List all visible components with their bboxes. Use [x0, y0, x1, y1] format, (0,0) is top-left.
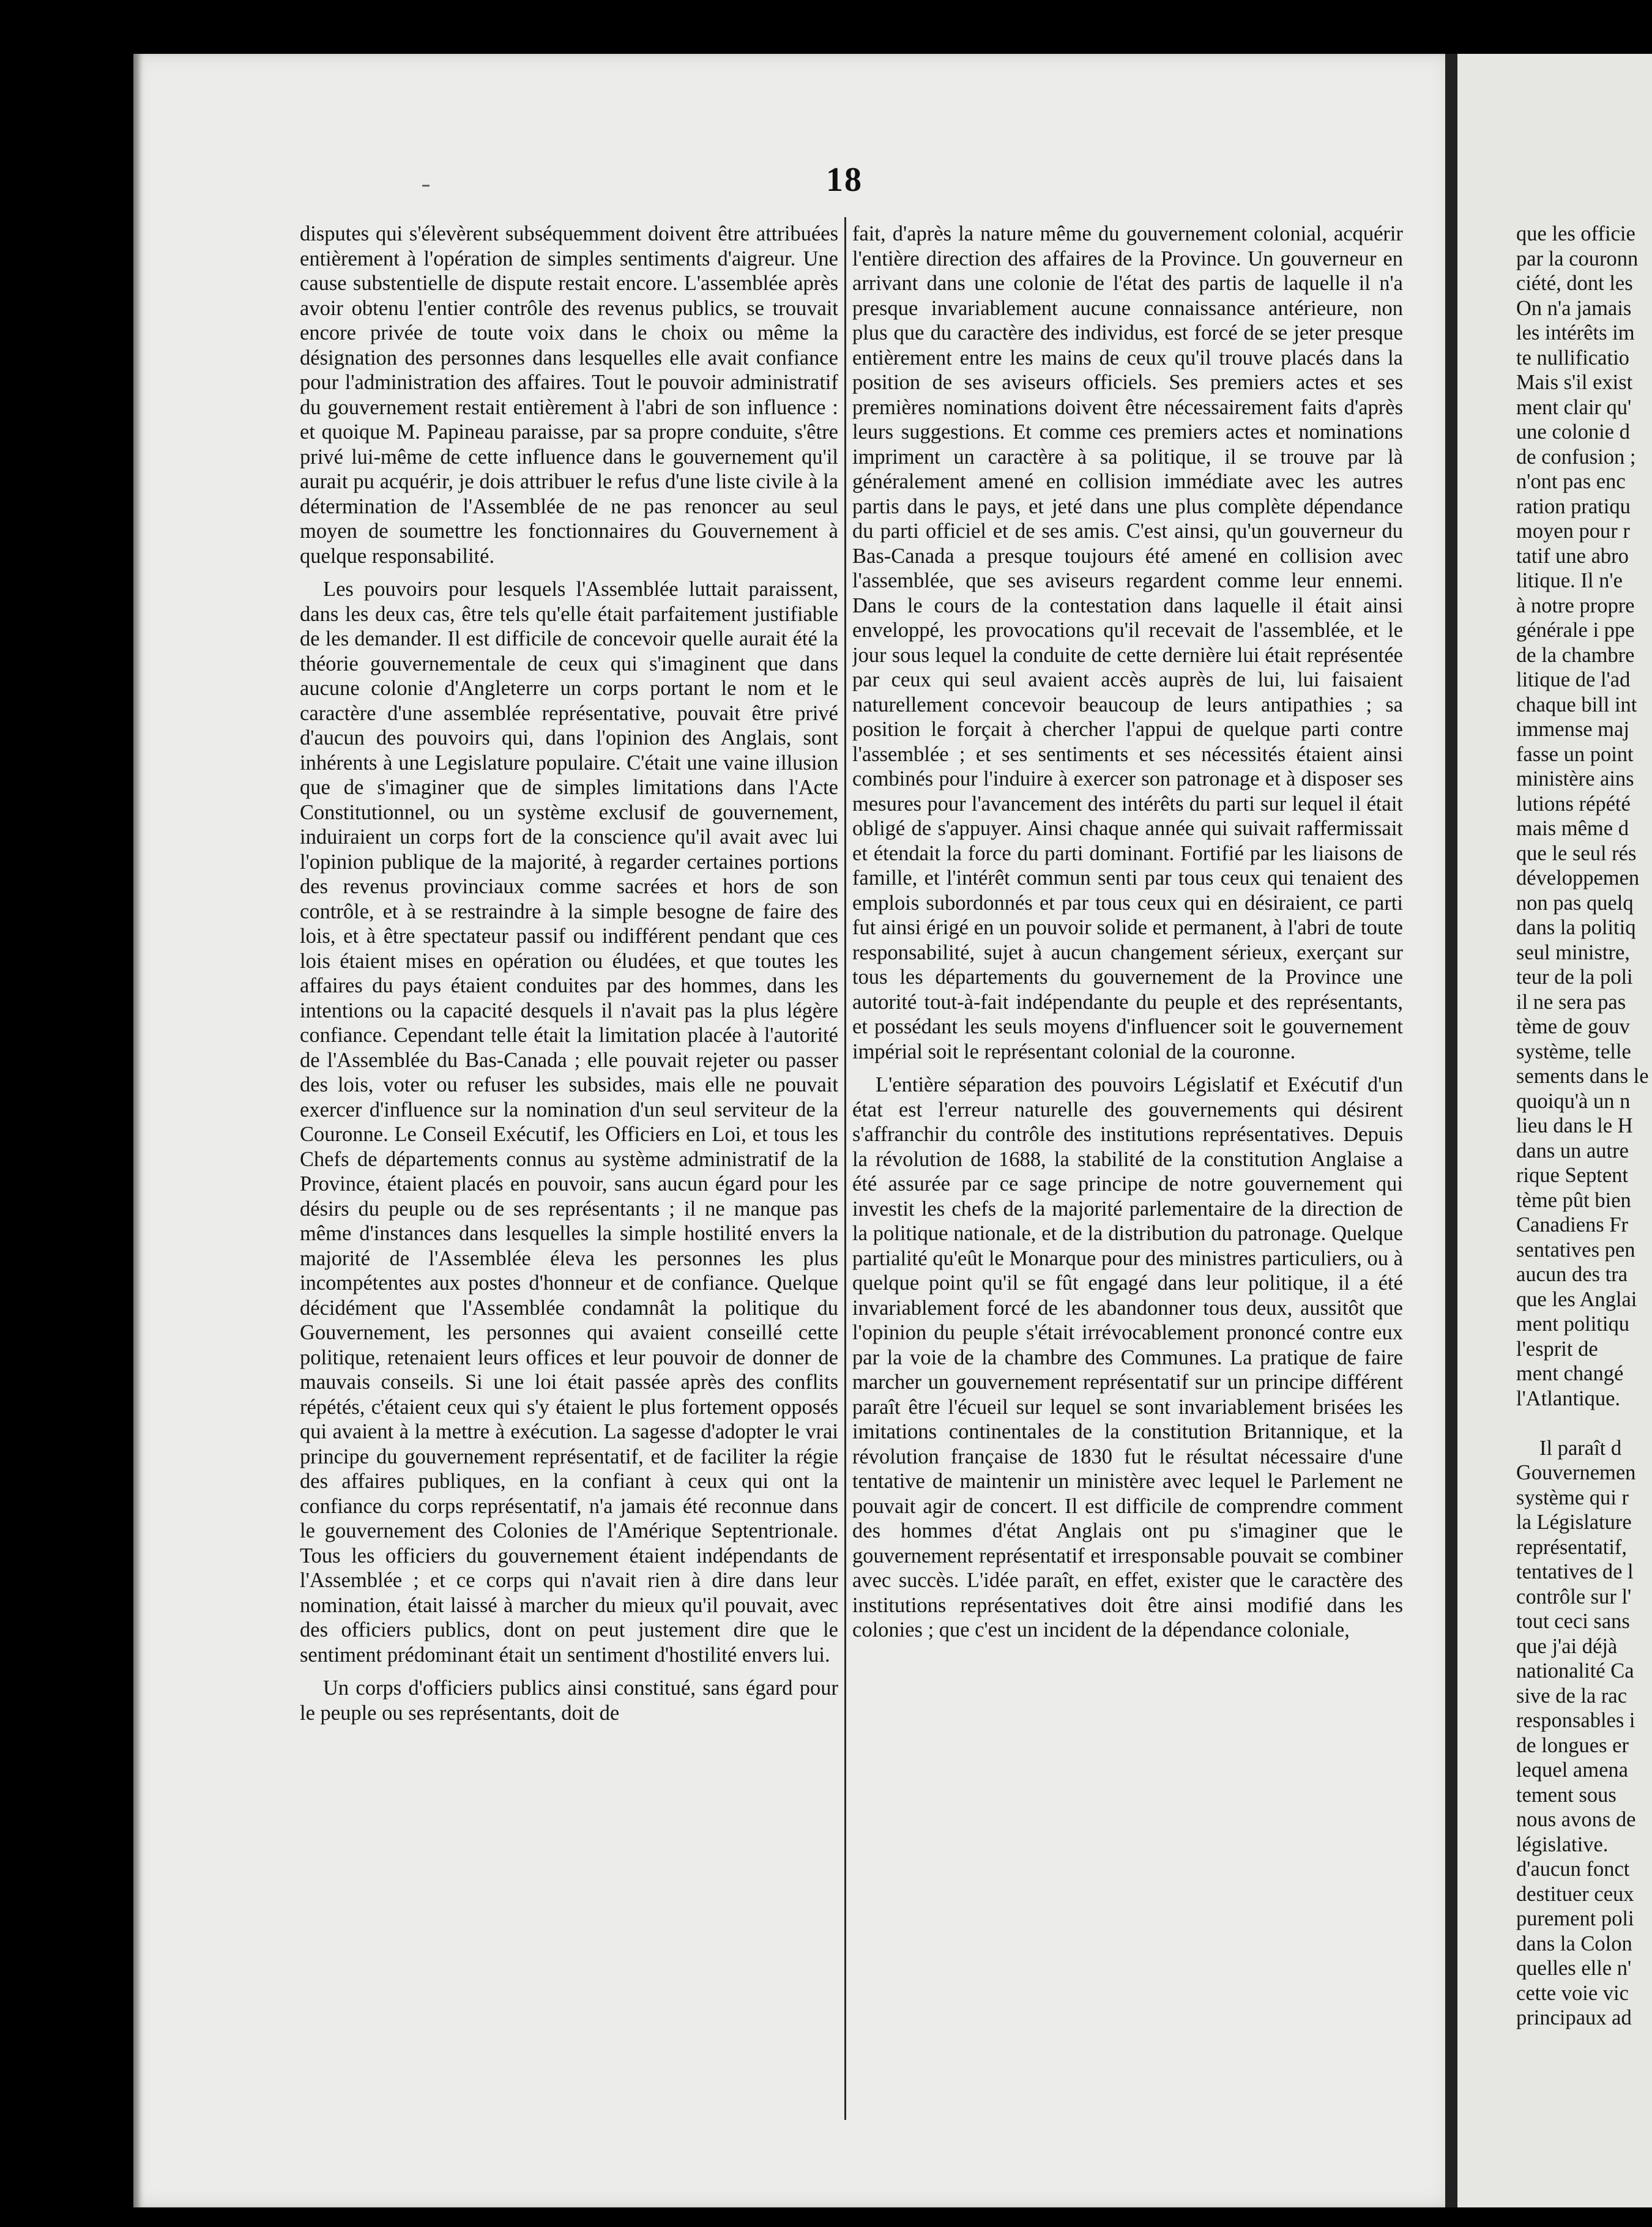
text-line: législative.: [1516, 1832, 1609, 1856]
text-line: quelles elle n': [1516, 1957, 1632, 1980]
text-line: nationalité Ca: [1516, 1659, 1634, 1682]
text-line: litique. Il n'e: [1516, 569, 1623, 592]
text-line: d'aucun fonct: [1516, 1857, 1630, 1881]
text-line: système, telle: [1516, 1039, 1631, 1063]
text-line: moyen pour r: [1516, 519, 1630, 543]
text-line: Canadiens Fr: [1516, 1213, 1629, 1236]
text-line: fasse un point: [1516, 742, 1634, 766]
text-line: la Législature: [1516, 1511, 1632, 1534]
text-line: générale i ppe: [1516, 619, 1635, 642]
text-line: de la chambre: [1516, 643, 1635, 667]
page-number: 18: [826, 161, 863, 199]
text-line: nous avons de: [1516, 1808, 1636, 1831]
text-line: aucun des tra: [1516, 1263, 1628, 1286]
paragraph: Les pouvoirs pour lesquels l'Assemblée luttait paraissent, dans les deux cas, être tels qu'elle était parfaitement justifiable de les demander. Il est difficile de concevoir quelle aurait été la théorie gouvernementale de ceux qui s'imaginent que dans aucune colonie d'Angleterre un corps portant le nom et le caractère d'une assemblée représentative, pouvait être privé d'aucun des pouvoirs qui, dans l'opinion des Anglais, sont inhérents à une Legislature populaire. C'était une vaine illusion que de s'imaginer que de simples limitations dans l'Acte Constitutionnel, ou un système exclusif de gouvernement, induiraient un corps fort de la conscience qu'il avait avec lui l'opinion publique de la majorité, à regarder certaines portions des revenus provinciaux comme sacrées et hors de son contrôle, et à se restraindre à la simple besogne de faire des lois, et à être spectateur passif ou indifférent pendant que ces lois étaient mises en opération ou éludées, et que toutes les affaires du pays étaient conduites par des hommes, dans les intentions ou la capacité desquels il n'avait pas la plus légère confiance. Cependant telle était la limitation placée à l'autorité de l'Assemblée du Bas-Canada ; elle pouvait rejeter ou passer des lois, voter ou refuser les subsides, mais elle ne pouvait exercer d'influence sur la nomination d'un seul serviteur de la Couronne. Le Conseil Exécutif, les Officiers en Loi, et tous les Chefs de départements connus au système administratif de la Province, étaient placés en pouvoir, sans aucun égard pour les désirs du peuple ou de ses représentants ; il ne manque pas même d'instances dans lesquelles la simple hostilité envers la majorité de l'Assemblée éleva les personnes les plus incompétentes aux postes d'honneur et de confiance. Quelque décidément que l'Assemblée condamnât la politique du Gouvernement, les personnes qui avaient conseillé cette politique, retenaient leurs offices et leur pouvoir de donner de mauvais conseils. Si une loi était passée après des conflits répétés, c'étaient ceux qui s'y étaient le plus fortement opposés qui avaient à la mettre à exécution. La sagesse d'adopter le vrai principe du gouvernement représentatif, et de faciliter la régie des affaires publiques, en la confiant à ceux qui ont la confiance du corps représentatif, n'a jamais été reconnue dans le gouvernement des Colonies de l'Amérique Septentrionale. Tous les officiers du gouvernement étaient indépendants de l'Assemblée ; et ce corps qui n'avait rien à dire dans leur nomination, était laissé à marcher du mieux qu'il pouvait, avec des officiers publics, dont on peut justement dire que le sentiment prédominant était un sentiment d'hostilité envers lui.: [300, 578, 838, 1667]
text-line: immense maj: [1516, 718, 1629, 741]
middle-column: [852, 221, 1403, 2133]
text-line: [1516, 1411, 1652, 1436]
text-line: il ne sera pas: [1516, 990, 1626, 1014]
text-line: par la couronn: [1516, 247, 1639, 270]
text-line: que les Anglai: [1516, 1287, 1637, 1311]
text-line: tème de gouv: [1516, 1015, 1630, 1038]
text-line: quoiqu'à un n: [1516, 1089, 1631, 1113]
text-line: cette voie vic: [1516, 1981, 1629, 2005]
text-line: contrôle sur l': [1516, 1585, 1632, 1608]
text-line: destituer ceux: [1516, 1882, 1634, 1906]
text-line: de confusion ;: [1516, 445, 1636, 469]
text-line: chaque bill int: [1516, 693, 1637, 716]
text-line: les intérêts im: [1516, 321, 1635, 344]
text-line: Gouvernemen: [1516, 1461, 1636, 1484]
text-line: ration pratiqu: [1516, 494, 1631, 518]
paragraph: fait, d'après la nature même du gouvernement colonial, acquérir l'entière direction des affaires de la Province. Un gouverneur en arrivant dans une colonie de l'état des partis de laquelle il n'a presque invariablement aucune connaissance antérieure, non plus que du caractère des individus, est forcé de se jeter presque entièrement entre les mains de ceux qu'il trouve placés dans la position de ses aviseurs officiels. Ses premiers actes et ses premières nominations doivent être nécessairement faits d'après leurs suggestions. Et comme ces premiers actes et nominations impriment un caractère à sa politique, il se trouve par là généralement amené en collision immédiate avec les autres partis dans le pays, et jeté dans une plus complète dépendance du parti officiel et de ses amis. C'est ainsi, qu'un gouverneur du Bas-Canada a presque toujours été amené en collision avec l'assemblée, que ses aviseurs regardent comme leur ennemi. Dans le cours de la contestation dans laquelle il était ainsi enveloppé, les provocations qu'il recevait de l'assemblée, et le jour sous lequel la conduite de cette dernière lui était représentée par ceux qui seul avaient accès auprès de lui, lui faisaient naturellement concevoir beaucoup de leurs antipathies ; sa position le forçait à chercher l'appui de quelque parti contre l'assemblée ; et ses sentiments et ses nécessités étaient ainsi combinés pour l'induire à exercer son patronage et à disposer ses mesures pour l'avancement des intérêts du parti sur lequel il était obligé de s'appuyer. Ainsi chaque année qui suivait raffermissait et étendait la force du parti dominant. Fortifié par les liaisons de famille, et l'intérêt commun senti par tous ceux qui tenaient des emplois subordonnés et par tous ceux qui en désiraient, ce parti fut ainsi érigé en un pouvoir solide et permanent, à l'abri de toute responsabilité, sujet à aucun changement sérieux, exerçant sur tous les départements du gouvernement de la Province une autorité tout-à-fait indépendante du peuple et des représentants, et possédant les seuls moyens d'influencer soit le gouvernement impérial soit le représentant colonial de la couronne.: [852, 222, 1403, 1063]
text-line: seul ministre,: [1516, 940, 1630, 964]
text-line: dans la Colon: [1516, 1931, 1632, 1955]
text-line: tatif une abro: [1516, 544, 1629, 568]
text-line: lieu dans le H: [1516, 1114, 1633, 1137]
text-line: représentatif,: [1516, 1535, 1628, 1559]
text-line: rique Septent: [1516, 1164, 1628, 1187]
text-line: sive de la rac: [1516, 1684, 1628, 1708]
text-line: non pas quelq: [1516, 891, 1634, 915]
text-line: principaux ad: [1516, 2006, 1632, 2029]
text-line: ciété, dont les: [1516, 272, 1633, 295]
text-line: ment politiqu: [1516, 1312, 1629, 1336]
column-rule: [844, 217, 846, 2120]
text-line: tentatives de l: [1516, 1560, 1634, 1583]
text-line: développemen: [1516, 866, 1640, 890]
text-line: que le seul rés: [1516, 841, 1637, 865]
stray-mark: [422, 185, 430, 187]
text-line: système qui r: [1516, 1485, 1629, 1509]
paragraph: Un corps d'officiers publics ainsi constitué, sans égard pour le peuple ou ses représentants, doit de: [300, 1676, 838, 1725]
book-gutter: [1445, 54, 1457, 2207]
text-line: dans la politiq: [1516, 916, 1636, 939]
text-line: lequel amena: [1516, 1758, 1628, 1782]
text-line: ment changé: [1516, 1362, 1624, 1385]
text-line: mais même d: [1516, 817, 1629, 840]
text-line: responsables i: [1516, 1709, 1635, 1732]
text-line: n'ont pas enc: [1516, 470, 1626, 493]
text-line: l'esprit de: [1516, 1337, 1598, 1361]
text-line: que les officie: [1516, 222, 1635, 245]
text-line: de longues er: [1516, 1733, 1629, 1757]
text-line: litique de l'ad: [1516, 668, 1631, 691]
text-line: à notre propre: [1516, 593, 1635, 617]
text-line: tout ceci sans: [1516, 1610, 1630, 1633]
text-line: Mais s'il exist: [1516, 371, 1633, 394]
text-line: que j'ai déjà: [1516, 1634, 1618, 1658]
text-line: sements dans le: [1516, 1065, 1649, 1088]
text-line: Il paraît d: [1539, 1436, 1622, 1460]
text-line: tement sous: [1516, 1783, 1617, 1807]
right-column-fragment: [1516, 221, 1652, 2133]
text-line: tème pût bien: [1516, 1188, 1631, 1212]
text-line: teur de la poli: [1516, 965, 1633, 989]
text-line: On n'a jamais: [1516, 296, 1632, 320]
text-line: purement poli: [1516, 1907, 1634, 1930]
text-line: lutions répété: [1516, 792, 1631, 816]
paragraph: disputes qui s'élevèrent subséquemment doivent être attribuées entièrement à l'opération de simples sentiments d'aigreur. Une cause substentielle de dispute restait encore. L'assemblée après avoir obtenu l'entier contrôle des revenus publics, se trouvait encore privée de toute voix dans le choix ou même la désignation des personnes dans lesquelles elle avait confiance pour l'administration des affaires. Tout le pouvoir administratif du gouvernement restait entièrement à l'abri de son influence : et quoique M. Papineau paraisse, par sa propre conduite, s'être privé lui-même de cette influence dans le gouvernement qu'il aurait pu acquérir, je dois attribuer le refus d'une liste civile à la détermination de l'Assemblée de ne pas renoncer au seul moyen de soumettre les fonctionnaires du Gouvernement à quelque responsabilité.: [300, 222, 838, 568]
text-line: une colonie d: [1516, 420, 1630, 444]
text-line: sentatives pen: [1516, 1238, 1635, 1262]
left-column: [300, 221, 838, 2133]
text-line: te nullificatio: [1516, 346, 1629, 370]
text-line: ment clair qu': [1516, 395, 1632, 419]
text-line: l'Atlantique.: [1516, 1386, 1621, 1410]
paragraph: L'entière séparation des pouvoirs Législatif et Exécutif d'un état est l'erreur naturelle des gouvernements qui désirent s'affranchir du contrôle des institutions représentatives. Depuis la révolution de 1688, la stabilité de la constitution Anglaise a été assurée par ce sage principe de notre gouvernement qui investit les chefs de la majorité parlementaire de la direction de la politique nationale, et de la distribution du patronage. Quelque partialité qu'eût le Monarque pour des ministres particuliers, ou à quelque point qu'il se fût engagé dans leur politique, il a été invariablement forcé de les abandonner tous deux, aussitôt que l'opinion du peuple s'était irrévocablement prononcé contre eux par la voie de la chambre des Communes. La pratique de faire marcher un gouvernement représentatif sur un principe différent paraît être l'écueil sur lequel se sont invariablement brisées les imitations continentales de la constitution Britannique, et la révolution française de 1830 fut le résultat nécessaire d'une tentative de maintenir un ministère avec lequel le Parlement ne pouvait agir de concert. Il est difficile de comprendre comment des hommes d'état Anglais ont pu s'imaginer que le gouvernement représentatif et irresponsable pouvait se combiner avec succès. L'idée paraît, en effet, exister que le caractère des institutions représentatives doit être ainsi modifié dans les colonies ; que c'est un incident de la dépendance coloniale,: [852, 1073, 1403, 1641]
text-line: dans un autre: [1516, 1139, 1629, 1162]
text-line: ministère ains: [1516, 767, 1634, 790]
